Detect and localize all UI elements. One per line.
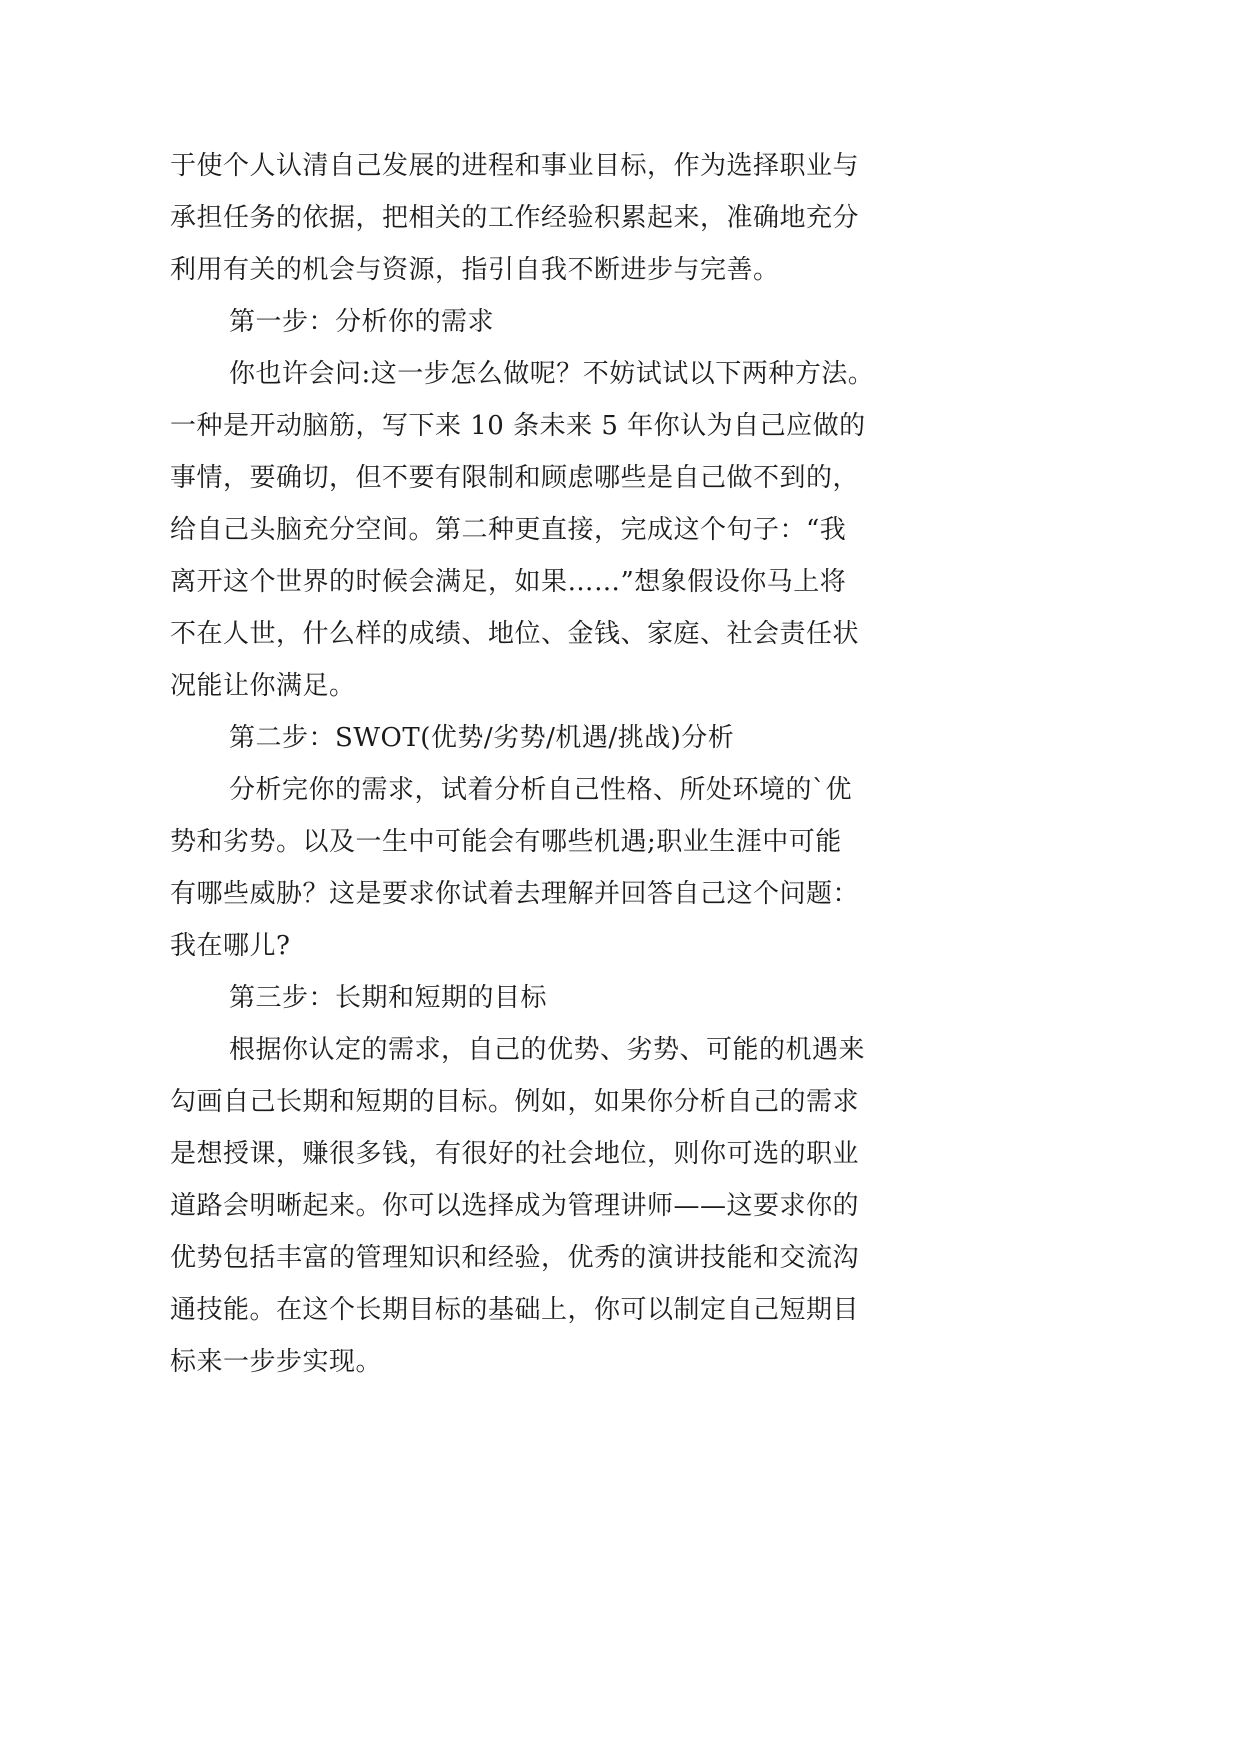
text-line: 根据你认定的需求，自己的优势、劣势、可能的机遇来 xyxy=(229,1035,866,1065)
text-line: 我在哪儿? xyxy=(170,931,291,961)
text-line: 道路会明晰起来。你可以选择成为管理讲师——这要求你的 xyxy=(170,1191,860,1221)
text-line: 通技能。在这个长期目标的基础上，你可以制定自己短期目 xyxy=(170,1295,860,1325)
text-line: 不在人世，什么样的成绩、地位、金钱、家庭、社会责任状 xyxy=(170,619,860,649)
text-line: 势和劣势。以及一生中可能会有哪些机遇;职业生涯中可能 xyxy=(170,827,842,857)
text-line: 你也许会问:这一步怎么做呢？不妨试试以下两种方法。 xyxy=(229,359,875,389)
text-line: 给自己头脑充分空间。第二种更直接，完成这个句子：“我 xyxy=(170,515,847,545)
text-line: 承担任务的依据，把相关的工作经验积累起来，准确地充分 xyxy=(170,203,860,233)
text-line: 况能让你满足。 xyxy=(170,671,356,701)
text-line: 是想授课，赚很多钱，有很好的社会地位，则你可选的职业 xyxy=(170,1139,860,1169)
text-line: 于使个人认清自己发展的进程和事业目标，作为选择职业与 xyxy=(170,151,860,181)
section-heading: 第一步：分析你的需求 xyxy=(229,307,495,337)
text-line: 利用有关的机会与资源，指引自我不断进步与完善。 xyxy=(170,255,780,285)
text-line: 有哪些威胁？这是要求你试着去理解并回答自己这个问题： xyxy=(170,879,860,909)
text-line: 事情，要确切，但不要有限制和顾虑哪些是自己做不到的， xyxy=(170,463,860,493)
text-line: 标来一步步实现。 xyxy=(170,1347,383,1377)
text-line: 离开这个世界的时候会满足，如果……”想象假设你马上将 xyxy=(170,567,847,597)
text-line: 分析完你的需求，试着分析自己性格、所处环境的`优 xyxy=(229,775,853,805)
text-line: 勾画自己长期和短期的目标。例如，如果你分析自己的需求 xyxy=(170,1087,860,1117)
text-line: 一种是开动脑筋，写下来 10 条未来 5 年你认为自己应做的 xyxy=(170,411,866,441)
text-line: 优势包括丰富的管理知识和经验，优秀的演讲技能和交流沟 xyxy=(170,1243,860,1273)
section-heading: 第二步：SWOT(优势/劣势/机遇/挑战)分析 xyxy=(229,723,735,753)
section-heading: 第三步：长期和短期的目标 xyxy=(229,983,548,1013)
